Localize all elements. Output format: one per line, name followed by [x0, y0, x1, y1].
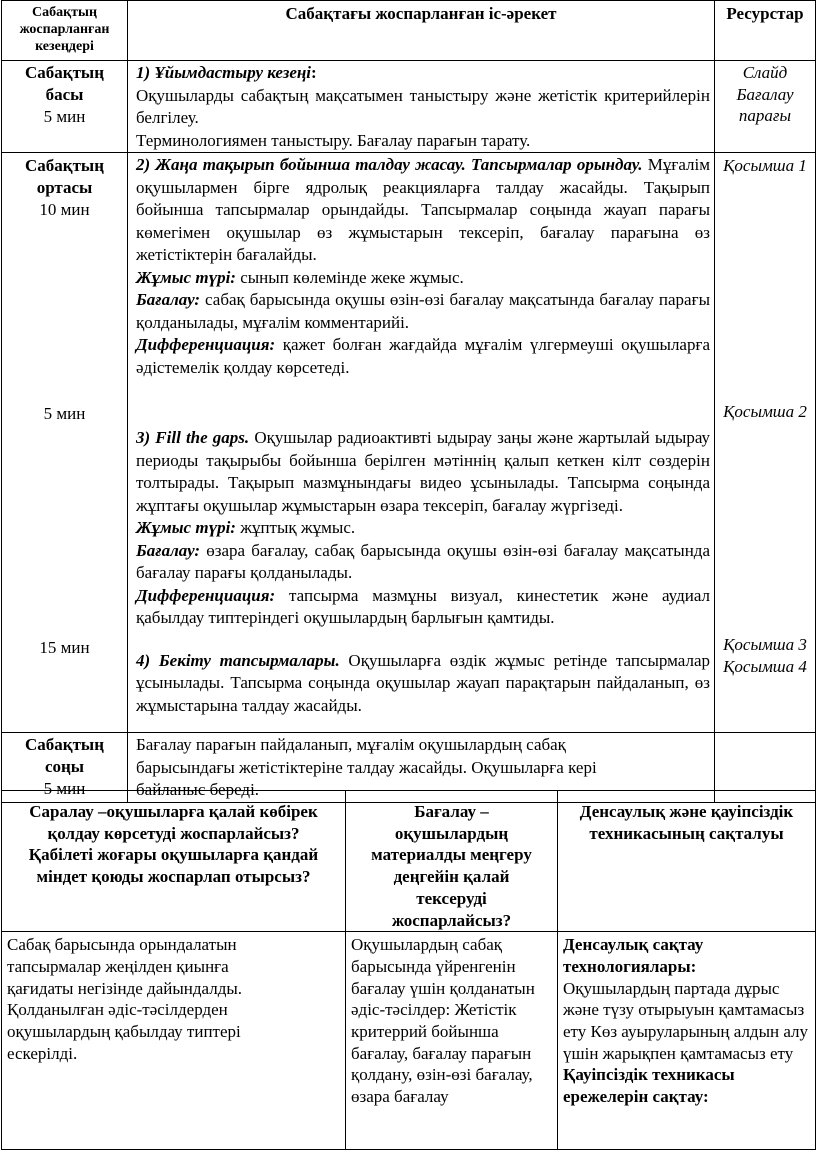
header-resources: Ресурстар [715, 1, 816, 61]
health-safety-header: Денсаулық және қауіпсіздік техникасының сақталуы [558, 791, 816, 932]
task3-diff-label: Дифференциация: [136, 585, 276, 605]
health-tech-text: Оқушылардың партада дұрыс және түзу отырыуын қамтамасыз ету Көз ауыруларының алдын алу үшін жарықпен қамтамасыз ету [563, 978, 809, 1063]
stage-middle-l2: ортасы [36, 178, 93, 197]
activity-middle [128, 153, 715, 733]
task3-assess-label: Бағалау: [136, 540, 201, 560]
task2-work-label: Жұмыс түрі: [136, 267, 236, 287]
task3-title: 3) Fill the gaps. [136, 428, 250, 447]
row-middle [2, 153, 816, 733]
task2-title: 2) Жаңа тақырып бойынша талдау жасау. Тапсырмалар орындау. [136, 155, 643, 174]
res-appendix-4: Қосымша 4 [723, 656, 807, 676]
task3-assess: өзара бағалау, сабақ барысында оқушы өзін-өзі бағалау мақсатында бағалау парағы қолданылады. [136, 540, 710, 582]
start-text2: Терминологиямен таныстыру. Бағалау парағын тарату. [136, 130, 531, 150]
start-title: 1) Ұйымдастыру кезеңі [136, 63, 312, 82]
task2-text: Мұғалім оқушылармен бірге ядролық реакцияларға талдау жасайды. Тақырып бойынша тапсырмалар орындайды. Тапсырмалар соңында жауап парағы көмегімен оқушылар өз жұмыстарын тексеріп, бағалау парағына өз жетістіктерін бағалайды. [136, 155, 711, 264]
stage-end-l1: Сабақтың [25, 735, 104, 754]
row-start [2, 61, 816, 153]
health-safety-content [558, 932, 816, 1150]
task2-assess-label: Бағалау: [136, 290, 201, 309]
assessment-content: Оқушылардың сабақ барысында үйренгенін бағалау үшін қолданатын әдіс-тәсілдер: Жетістік критеррий бойынша бағалау, бағалау парағын қолдану, өзін-өзі бағалау, өзара бағалау [346, 932, 558, 1150]
bottom-table [1, 790, 816, 1150]
stage-middle-time2: 5 мин [43, 404, 86, 423]
safety-rules-title: Қауіпсіздік техникасы ережелерін сақтау: [563, 1065, 735, 1107]
stage-start [2, 61, 128, 153]
resources-middle [715, 153, 816, 733]
task3-text: Оқушылар радиоактивті ыдырау заңы және жартылай ыдырау периоды тақырыбы бойынша берілген мәтіннің қалып кеткен кілт сөздерін толтырады. Тақырып мазмұнындағы видео ұсынылады. Тапсырма соңында жұптағы оқушылар жұмыстарын өзара тексеріп, бағалау жүргізеді. [136, 428, 711, 515]
stage-end-l2: соңы [44, 757, 85, 776]
end-text: Бағалау парағын пайдаланып, мұғалім оқушылардың сабақ барысындағы жетістіктеріне талдау жасайды. Оқушыларға кері байланыс береді. [136, 735, 597, 799]
assessment-header: Бағалау – оқушылардың материалды меңгеру деңгейін қалай тексеруді жоспарлайсыз? [346, 791, 558, 932]
res-slide: Слайд [742, 63, 788, 82]
task3-diff: тапсырма мазмұны визуал, кинестетик және аудиал қабылдау типтеріндегі оқушылардың барлығын қамтиды. [136, 585, 710, 627]
stage-middle [2, 153, 128, 733]
header-activity: Сабақтағы жоспарланған іс-әрекет [128, 1, 715, 61]
task4-text: Оқушыларға өздік жұмыс ретінде тапсырмалар ұсынылады. Тапсырма соңында оқушылар жауап парақтарын пайдаланып, өз жұмыстарына талдау жасайды. [136, 650, 710, 715]
stage-middle-l1: Сабақтың [25, 156, 104, 175]
stage-end-time: 5 мин [43, 779, 86, 798]
resources-start [715, 61, 816, 153]
stage-start-time: 5 мин [43, 107, 86, 126]
bottom-content-row [2, 932, 816, 1150]
activity-start [128, 61, 715, 153]
lesson-plan-table [1, 0, 816, 803]
task3-work-label: Жұмыс түрі: [136, 518, 236, 537]
task2-diff: қажет болған жағдайда мұғалім үлгермеуші оқушыларға әдістемелік қолдау көрсетеді. [136, 335, 710, 377]
task2-work: сынып көлемінде жеке жұмыс. [235, 267, 464, 287]
res-appendix-3: Қосымша 3 [723, 635, 807, 654]
stage-middle-time3: 15 мин [39, 638, 90, 657]
stage-middle-time1: 10 мин [39, 200, 90, 219]
task3-work: жұптық жұмыс. [235, 518, 356, 537]
res-assessment-sheet: Бағалау парағы [736, 84, 794, 125]
differentiation-content: Сабақ барысында орындалатын тапсырмалар жеңілден қиынға қағидаты негізінде дайындалды. Қолданылған әдіс-тәсілдерден оқушылардың қабылдау типтері ескерілді. [2, 932, 346, 1150]
differentiation-header: Саралау –оқушыларға қалай көбірек қолдау көрсетуді жоспарлайсыз? Қабілеті жоғары оқушыларға қандай міндет қоюды жоспарлап отырсыз? [2, 791, 346, 932]
stage-start-l1: Сабақтың [25, 63, 104, 82]
stage-start-l2: басы [45, 85, 84, 104]
res-appendix-1: Қосымша 1 [723, 156, 807, 175]
header-row [2, 1, 816, 61]
health-tech-title: Денсаулық сақтау технологиялары: [563, 935, 704, 976]
task2-assess: сабақ барысында оқушы өзін-өзі бағалау мақсатында бағалау парағы қолданылады, мұғалім комментарийі. [136, 290, 710, 332]
start-title-suffix: : [311, 63, 317, 82]
task2-diff-label: Дифференциация: [136, 335, 276, 354]
start-text1: Оқушыларды сабақтың мақсатымен таныстыру және жетістік критерийлерін белгілеу. [136, 85, 710, 127]
header-stage: Сабақтың жоспарланған кезеңдері [2, 1, 128, 61]
res-appendix-2: Қосымша 2 [723, 401, 807, 421]
bottom-header-row [2, 791, 816, 932]
task4-title: 4) Бекіту тапсырмалары. [136, 650, 340, 670]
